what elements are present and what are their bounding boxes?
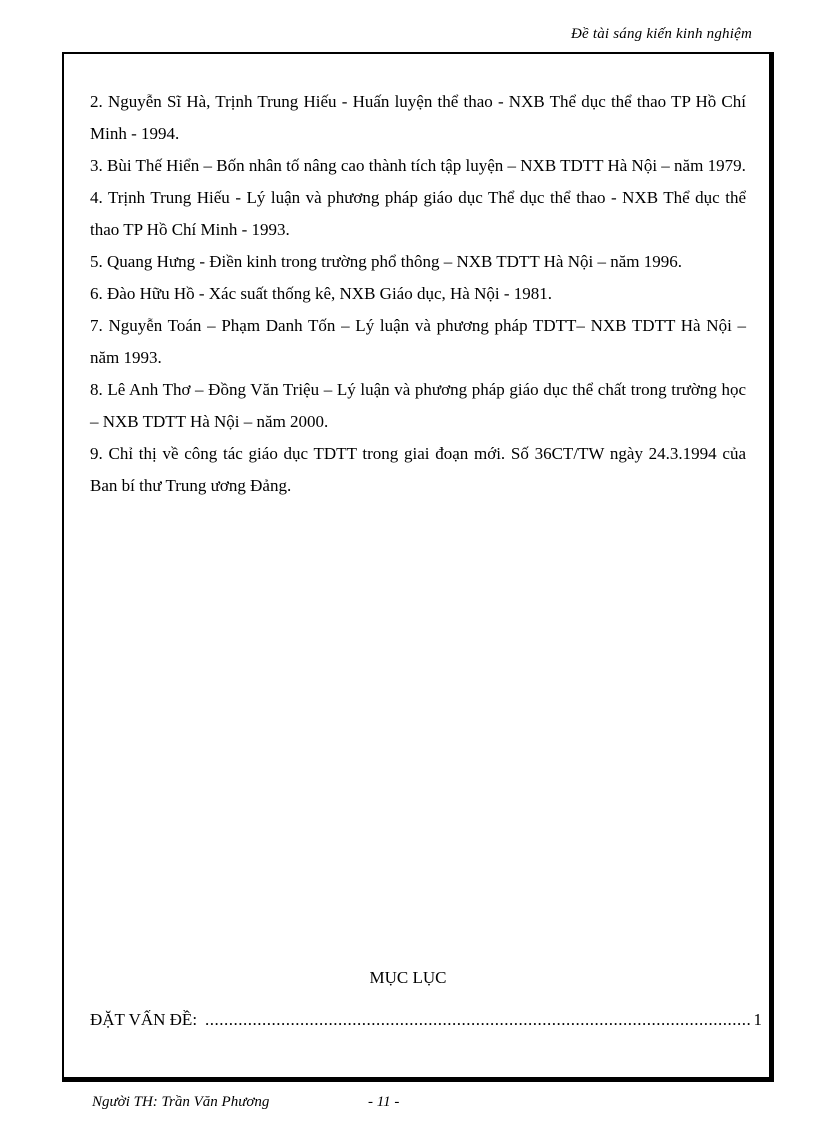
toc-entry[interactable]: [90, 1010, 762, 1030]
reference-item-5: 5. Quang Hưng - Điền kinh trong trường phổ thông – NXB TDTT Hà Nội – năm 1996.: [90, 252, 682, 271]
reference-item-7: 7. Nguyễn Toán – Phạm Danh Tốn – Lý luận và phương pháp TDTT– NXB TDTT Hà Nội – năm 1993.: [90, 316, 746, 367]
table-of-contents-heading: MỤC LỤC: [369, 968, 447, 987]
footer-page-number: - 11 -: [368, 1094, 400, 1110]
reference-item-8: 8. Lê Anh Thơ – Đồng Văn Triệu – Lý luận và phương pháp giáo dục thể chất trong trường học – NXB TDTT Hà Nội – năm 2000.: [90, 380, 746, 431]
reference-item-4: 4. Trịnh Trung Hiếu - Lý luận và phương pháp giáo dục Thể dục thể thao - NXB Thể dục thể thao TP Hồ Chí Minh - 1993.: [90, 188, 746, 239]
reference-item-6: 6. Đào Hữu Hồ - Xác suất thống kê, NXB Giáo dục, Hà Nội - 1981.: [90, 284, 552, 303]
reference-item-9: 9. Chỉ thị về công tác giáo dục TDTT trong giai đoạn mới. Số 36CT/TW ngày 24.3.1994 của Ban bí thư Trung ương Đảng.: [90, 444, 746, 495]
toc-entry-label: ĐẶT VẤN ĐỀ:: [90, 1010, 198, 1029]
reference-item-3: 3. Bùi Thế Hiển – Bốn nhân tố nâng cao thành tích tập luyện – NXB TDTT Hà Nội – năm 1979.: [90, 156, 746, 175]
document-header-title: Đề tài sáng kiến kinh nghiệm: [571, 26, 752, 42]
toc-dot-leader: [205, 1010, 751, 1030]
toc-entry-page-number: 1: [753, 1010, 762, 1029]
references-list: [90, 86, 746, 502]
reference-item-2: 2. Nguyễn Sĩ Hà, Trịnh Trung Hiếu - Huấn luyện thể thao - NXB Thể dục thể thao TP Hồ Chí Minh - 1994.: [90, 92, 746, 143]
footer-author: Người TH: Trần Văn Phương: [92, 1094, 270, 1110]
